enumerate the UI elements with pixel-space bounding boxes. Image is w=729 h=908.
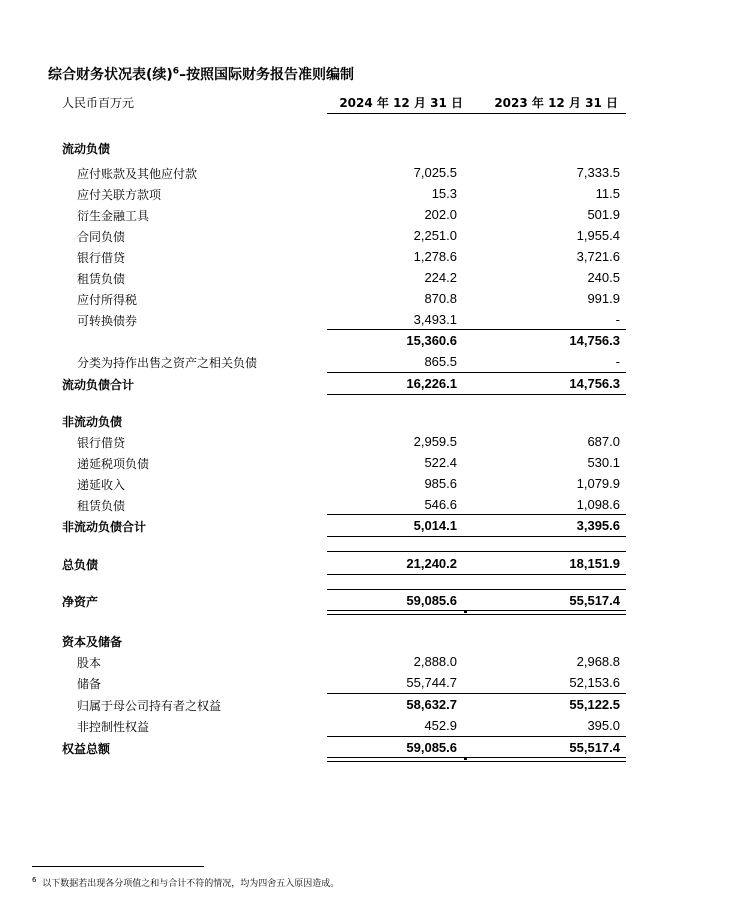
double-rule	[327, 610, 626, 615]
table-row: 分类为持作出售之资产之相关负债 865.5 -	[77, 354, 620, 370]
table-row: 应付所得税 870.8 991.9	[77, 291, 620, 307]
total-rule	[466, 536, 626, 537]
table-row: 银行借贷 2,959.5 687.0	[77, 434, 620, 450]
total-rule	[327, 394, 466, 395]
section-header-non-current-liabilities: 非流动负债	[62, 415, 123, 429]
footnote: $^6$ 以下数据若出现各分项值之和与合计不符的情况，均为四舍五入原因造成。	[32, 876, 340, 889]
subtotal-rule	[327, 693, 466, 694]
total-rule	[327, 372, 466, 373]
column-divider-mark	[464, 757, 467, 760]
table-row: 可转换债券 3,493.1 -	[77, 312, 620, 328]
column-header-2023: 2023 年 12 月 31 日	[494, 96, 618, 110]
table-row: 合同负债 2,251.0 1,955.4	[77, 228, 620, 244]
total-rule	[466, 394, 626, 395]
table-row: 递延收入 985.6 1,079.9	[77, 476, 620, 492]
table-row: 应付关联方款项 15.3 11.5	[77, 186, 620, 202]
table-row: 银行借贷 1,278.6 3,721.6	[77, 249, 620, 265]
header-underline	[327, 113, 466, 114]
total-rule	[327, 589, 466, 590]
total-rule	[327, 551, 466, 552]
table-row: 衍生金融工具 202.0 501.9	[77, 207, 620, 223]
net-assets-row: 净资产 59,085.6 55,517.4	[62, 593, 620, 609]
subtotal-rule	[327, 329, 466, 330]
total-liabilities-row: 总负债 21,240.2 18,151.9	[62, 556, 620, 572]
total-rule	[327, 536, 466, 537]
subtotal-row: 15,360.6 14,756.3	[406, 333, 620, 348]
total-rule	[466, 514, 626, 515]
total-rule	[466, 372, 626, 373]
table-row: 非控制性权益 452.9 395.0	[77, 718, 620, 734]
table-row: 租赁负债 546.6 1,098.6	[77, 497, 620, 513]
table-row: 股本 2,888.0 2,968.8	[77, 654, 620, 670]
page-title: 综合财务状况表(续)$^6$–按照国际财务报告准则编制	[48, 66, 355, 83]
table-row: 储备 55,744.7 52,153.6	[77, 675, 620, 691]
column-header-2024: 2024 年 12 月 31 日	[339, 96, 463, 110]
total-rule	[466, 589, 626, 590]
column-divider-mark	[464, 610, 467, 613]
table-row: 应付账款及其他应付款 7,025.5 7,333.5	[77, 165, 620, 181]
header-underline	[466, 113, 626, 114]
table-row: 归属于母公司持有者之权益 58,632.7 55,122.5	[77, 697, 620, 713]
total-rule	[466, 551, 626, 552]
currency-unit: 人民币百万元	[62, 96, 135, 110]
total-rule	[466, 574, 626, 575]
double-rule	[327, 757, 626, 762]
total-rule	[466, 736, 626, 737]
subtotal-rule	[466, 329, 626, 330]
total-rule	[327, 514, 466, 515]
total-row-non-current-liabilities: 非流动负债合计 5,014.1 3,395.6	[62, 518, 620, 534]
subtotal-rule	[466, 693, 626, 694]
table-row: 租赁负债 224.2 240.5	[77, 270, 620, 286]
total-row-current-liabilities: 流动负债合计 16,226.1 14,756.3	[62, 376, 620, 392]
section-header-current-liabilities: 流动负债	[62, 142, 111, 156]
table-row: 递延税项负债 522.4 530.1	[77, 455, 620, 471]
footnote-separator	[32, 866, 204, 867]
total-rule	[327, 574, 466, 575]
section-header-capital-reserves: 资本及储备	[62, 635, 123, 649]
total-equity-row: 权益总额 59,085.6 55,517.4	[62, 740, 620, 756]
total-rule	[327, 736, 466, 737]
